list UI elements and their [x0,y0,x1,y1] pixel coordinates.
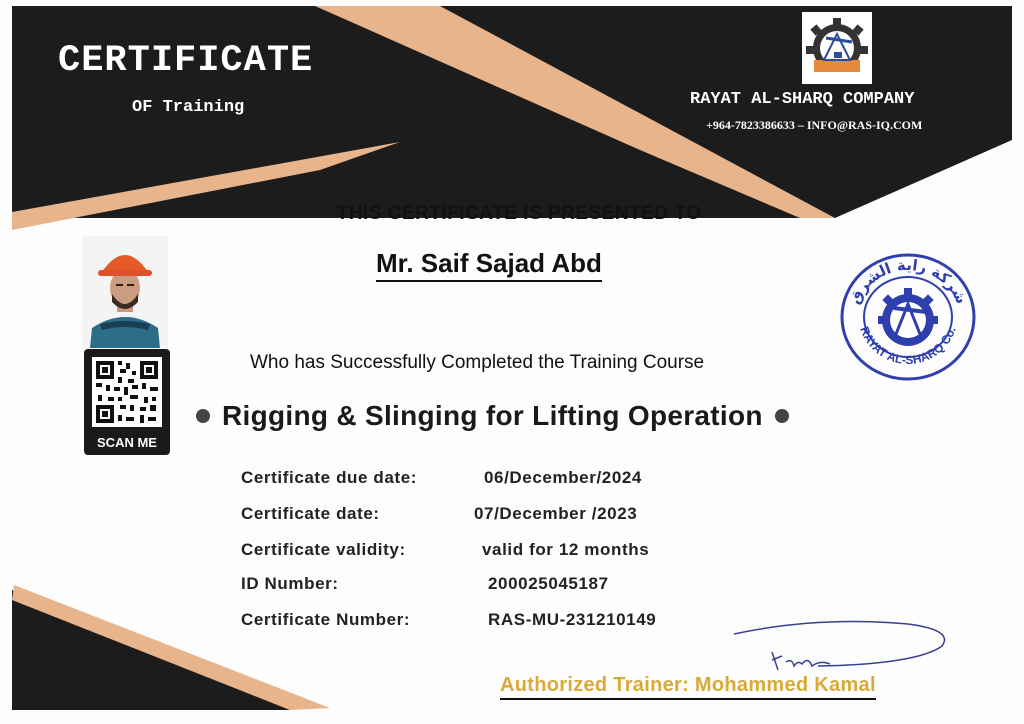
company-logo-icon [802,12,872,84]
due-date-value: 06/December/2024 [484,468,642,487]
course-title: Rigging & Slinging for Lifting Operation [222,400,763,431]
presented-to-heading [0,203,1024,225]
company-contact: +964-7823386633 – INFO@RAS-IQ.COM [706,118,923,132]
scan-me-label: SCAN ME [97,435,157,450]
certificate-title: CERTIFICATE [58,40,314,82]
stamp-arabic-text: شركة راية الشرق [845,255,971,307]
recipient-name: Mr. Saif Sajad Abd [376,248,602,282]
presented-to-text: THIS CERTIFICATE IS PRESENTED TO [336,203,702,224]
bullet-icon [775,409,789,423]
id-number-label: ID Number: [241,574,339,593]
qr-code-icon [92,357,162,427]
id-number-value: 200025045187 [488,574,609,593]
stamp-english-text: RAYAT AL-SHARQ Co. [857,324,959,368]
authorized-trainer: Authorized Trainer: Mohammed Kamal [500,674,876,700]
certificate-date-label: Certificate date: [241,504,380,523]
completed-course-text: Who has Successfully Completed the Training Course [250,352,705,373]
bullet-icon [196,409,210,423]
certificate-number-label: Certificate Number: [241,610,411,629]
qr-code-panel[interactable] [84,349,170,455]
certificate-number-value: RAS-MU-231210149 [488,610,657,629]
due-date-label: Certificate due date: [241,468,418,487]
company-stamp-icon [838,250,978,384]
company-name: RAYAT AL-SHARQ COMPANY [690,90,915,109]
course-line [196,400,789,432]
trainer-signature [728,610,958,680]
certificate-date-value: 07/December /2023 [474,504,638,523]
recipient-photo [82,236,168,348]
validity-label: Certificate validity: [241,540,406,559]
validity-value: valid for 12 months [482,540,650,559]
certificate-subtitle: OF Training [132,98,245,117]
